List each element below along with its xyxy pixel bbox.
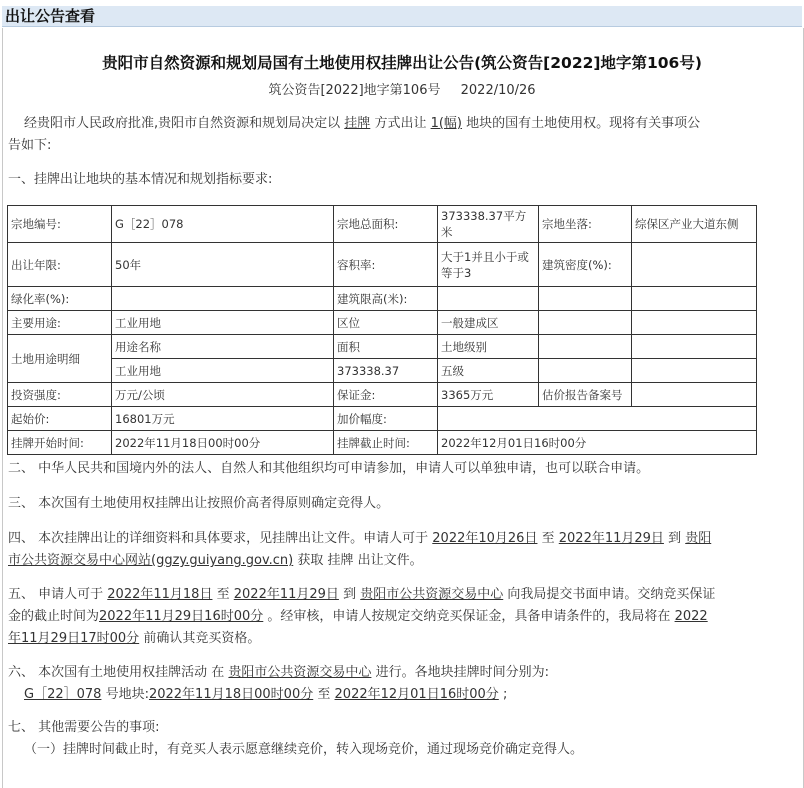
intro-paragraph xyxy=(8,113,798,157)
trading-center-link[interactable]: 贵阳市公共资源交易中心 xyxy=(360,587,504,602)
date-link: 2022年10月26日 xyxy=(432,531,538,546)
section-1-heading: 一、挂牌出让地块的基本情况和规划指标要求: xyxy=(8,172,273,187)
table-cell: 宗地坐落: xyxy=(539,206,632,243)
table-cell xyxy=(539,335,632,359)
section-text: 。经审核，申请人按规定交纳竞买保证金，具备申请条件的，我局将在 xyxy=(267,609,671,624)
table-row xyxy=(8,335,757,359)
table-row xyxy=(8,359,757,383)
table-cell: 保证金: xyxy=(334,383,438,407)
table-cell: 容积率: xyxy=(334,243,438,287)
table-row xyxy=(8,311,757,335)
table-cell: 加价幅度: xyxy=(334,407,438,431)
notice-subtitle xyxy=(0,79,804,98)
table-cell xyxy=(539,311,632,335)
table-row xyxy=(8,383,757,407)
table-cell: 2022年11月18日00时00分 xyxy=(112,431,334,455)
section-text: 至 xyxy=(541,531,555,546)
section-5 xyxy=(8,584,798,650)
trading-center-link[interactable]: 贵阳 xyxy=(685,531,712,546)
table-row xyxy=(8,206,757,243)
section-text: ; xyxy=(502,687,508,702)
table-cell: 绿化率(%): xyxy=(8,287,112,311)
table-row xyxy=(8,287,757,311)
intro-text: 地块的国有土地使用权。现将有关事项公 xyxy=(466,116,701,131)
table-cell: 挂牌截止时间: xyxy=(334,431,438,455)
table-row xyxy=(8,243,757,287)
table-cell: 土地用途明细 xyxy=(8,335,112,383)
table-cell: 用途名称 xyxy=(112,335,334,359)
table-cell: 出让年限: xyxy=(8,243,112,287)
table-cell: 区位 xyxy=(334,311,438,335)
date-link: 2022 xyxy=(674,609,708,624)
table-cell: 建筑密度(%): xyxy=(539,243,632,287)
date-link: 2022年11月18日 xyxy=(107,587,213,602)
table-cell xyxy=(112,287,334,311)
notice-doc-no: 筑公资告[2022]地字第106号 xyxy=(268,83,441,98)
table-cell: 挂牌开始时间: xyxy=(8,431,112,455)
section-text: 金的截止时间为 xyxy=(8,609,100,624)
table-cell: 宗地编号: xyxy=(8,206,112,243)
table-cell xyxy=(438,287,539,311)
table-cell: 2022年12月01日16时00分 xyxy=(438,431,757,455)
section-text: 五、 申请人可于 xyxy=(8,587,104,602)
section-4 xyxy=(8,528,798,572)
section-text: 六、 本次国有土地使用权挂牌活动 在 xyxy=(8,665,225,680)
notice-date: 2022/10/26 xyxy=(460,83,536,98)
section-text: 到 xyxy=(668,531,682,546)
table-cell: 土地级别 xyxy=(438,335,539,359)
date-link: 2022年12月01日16时00分 xyxy=(334,687,499,702)
section-text: 进行。各地块挂牌时间分别为: xyxy=(375,665,549,680)
intro-text: 经贵阳市人民政府批准,贵阳市自然资源和规划局决定以 xyxy=(24,116,341,131)
notice-title: 贵阳市自然资源和规划局国有土地使用权挂牌出让公告(筑公资告[2022]地字第106号) xyxy=(102,54,702,72)
section-text: 号地块: xyxy=(105,687,149,702)
table-cell: 50年 xyxy=(112,243,334,287)
table-cell xyxy=(632,359,757,383)
table-cell xyxy=(438,407,757,431)
date-link: 年11月29日17时00分 xyxy=(8,631,140,646)
table-cell: 建筑限高(米): xyxy=(334,287,438,311)
table-cell xyxy=(632,311,757,335)
table-cell: 大于1并且小于或等于3 xyxy=(438,243,539,287)
table-cell: 万元/公顷 xyxy=(112,383,334,407)
parcel-count: 1(幅) xyxy=(430,116,463,131)
date-link: 2022年11月29日 xyxy=(558,531,664,546)
table-cell: 工业用地 xyxy=(112,311,334,335)
intro-text: 告如下: xyxy=(8,138,52,153)
table-cell: 五级 xyxy=(438,359,539,383)
date-link: 2022年11月18日00时00分 xyxy=(148,687,314,702)
date-link: 2022年11月29日 xyxy=(233,587,339,602)
page-title: 出让公告查看 xyxy=(5,7,96,25)
section-text: 获取 挂牌 出让文件。 xyxy=(297,553,423,568)
section-6 xyxy=(8,662,798,706)
table-cell xyxy=(632,383,757,407)
table-cell xyxy=(632,243,757,287)
section-text: 向我局提交书面申请。交纳竞买保证 xyxy=(507,587,716,602)
section-text: 前确认其竞买资格。 xyxy=(143,631,261,646)
table-cell: 373338.37平方米 xyxy=(438,206,539,243)
date-link: 2022年11月29日16时00分 xyxy=(99,609,264,624)
trading-center-link[interactable]: 市公共资源交易中心网站(ggzy.guiyang.gov.cn) xyxy=(8,553,294,568)
table-cell: 面积 xyxy=(334,335,438,359)
section-text: （一）挂牌时间截止时，有竞买人表示愿意继续竞价，转入现场竞价，通过现场竞价确定竞得人。 xyxy=(24,742,584,757)
table-row xyxy=(8,407,757,431)
section-text: 至 xyxy=(317,687,331,702)
table-cell xyxy=(632,287,757,311)
intro-text: 方式出让 xyxy=(374,116,427,131)
section-text: 七、 其他需要公告的事项: xyxy=(8,720,160,735)
table-cell: G［22］078 xyxy=(112,206,334,243)
table-cell: 起始价: xyxy=(8,407,112,431)
table-cell: 工业用地 xyxy=(112,359,334,383)
table-row xyxy=(8,431,757,455)
transfer-method: 挂牌 xyxy=(344,116,371,131)
table-cell: 综保区产业大道东侧 xyxy=(632,206,757,243)
trading-center-link[interactable]: 贵阳市公共资源交易中心 xyxy=(228,665,372,680)
section-text: 四、 本次挂牌出让的详细资料和具体要求，见挂牌出让文件。申请人可于 xyxy=(8,531,429,546)
table-cell: 一般建成区 xyxy=(438,311,539,335)
table-cell: 宗地总面积: xyxy=(334,206,438,243)
header-bar xyxy=(2,6,802,27)
parcel-info-table xyxy=(7,205,757,455)
table-cell xyxy=(539,287,632,311)
section-2: 二、 中华人民共和国境内外的法人、自然人和其他组织均可申请参加，申请人可以单独申请，也可以联合申请。 xyxy=(8,461,650,476)
table-cell: 主要用途: xyxy=(8,311,112,335)
section-3: 三、 本次国有土地使用权挂牌出让按照价高者得原则确定竞得人。 xyxy=(8,496,390,511)
table-cell: 估价报告备案号 xyxy=(539,383,632,407)
section-text: 至 xyxy=(216,587,230,602)
table-cell: 投资强度: xyxy=(8,383,112,407)
section-text: 到 xyxy=(343,587,357,602)
table-cell: 3365万元 xyxy=(438,383,539,407)
table-cell: 16801万元 xyxy=(112,407,334,431)
table-cell xyxy=(539,359,632,383)
table-cell: 373338.37 xyxy=(334,359,438,383)
parcel-link: G［22］078 xyxy=(24,687,102,702)
section-7 xyxy=(8,717,798,761)
table-cell xyxy=(632,335,757,359)
